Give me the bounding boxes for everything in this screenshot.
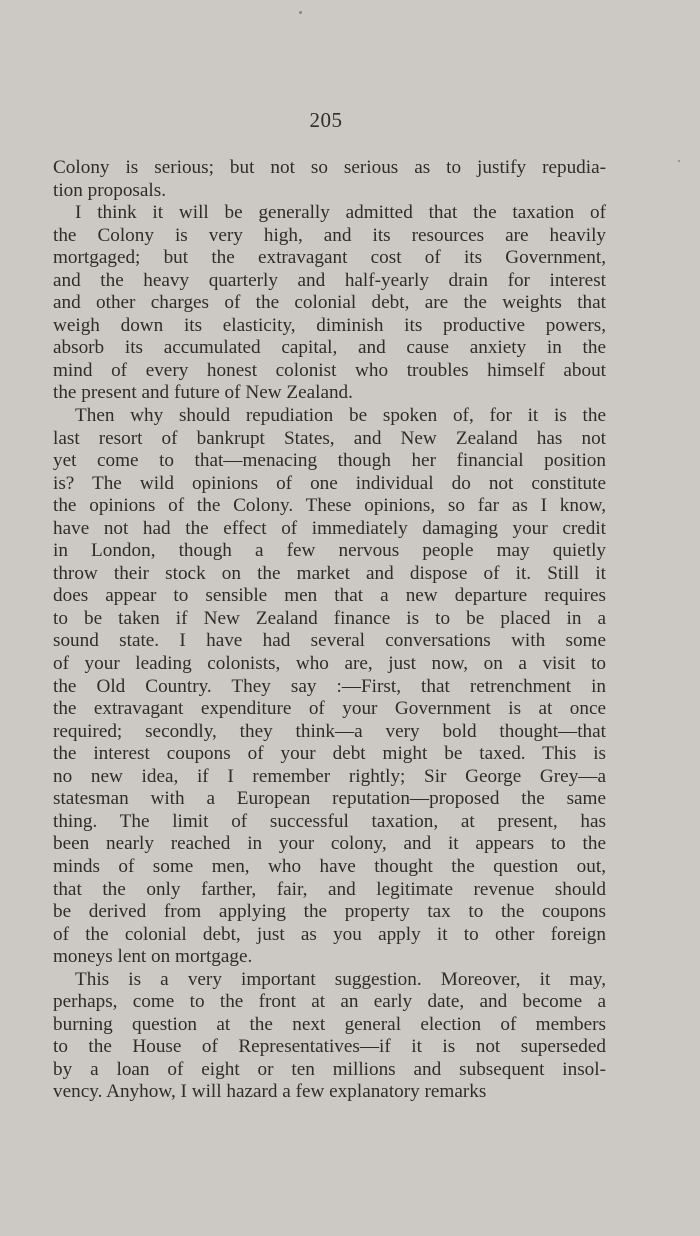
text-line: absorb its accumulated capital, and cause anxiety in the [53,337,606,359]
text-line: tion proposals. [53,179,166,201]
text-line: of the colonial debt, just as you apply it to other foreign [53,923,606,945]
text-line: been nearly reached in your colony, and it appears to the [53,833,606,855]
text-line: Then why should repudiation be spoken of, for it is the [75,405,606,427]
text-line: is? The wild opinions of one individual do not constitute [53,472,606,494]
text-line: the Old Country. They say :—First, that retrenchment in [53,675,606,697]
text-line: have not had the effect of immediately damaging your credit [53,517,606,539]
text-line: the extravagant expenditure of your Government is at once [53,698,606,720]
text-line: minds of some men, who have thought the question out, [53,855,606,877]
text-line: that the only farther, fair, and legitimate revenue should [53,878,606,900]
text-line: the opinions of the Colony. These opinions, so far as I know, [53,495,606,517]
text-line: required; secondly, they think—a very bold thought—that [53,720,606,742]
page-number: 205 [309,108,343,132]
text-line: Colony is serious; but not so serious as to justify repudia- [53,157,606,178]
text-line: by a loan of eight or ten millions and subsequent insol- [53,1058,606,1080]
text-line: to the House of Representatives—if it is not superseded [53,1036,606,1058]
text-line: moneys lent on mortgage. [53,946,253,968]
text-line: in London, though a few nervous people may quietly [53,540,606,562]
text-line: sound state. I have had several conversations with some [53,630,606,652]
body-text [53,157,606,1104]
text-line: thing. The limit of successful taxation, at present, has [53,810,606,832]
text-line: mind of every honest colonist who troubles himself about [53,359,606,381]
text-line: perhaps, come to the front at an early date, and become a [53,991,606,1013]
text-line: mortgaged; but the extravagant cost of its Government, [53,247,606,269]
text-line: the Colony is very high, and its resources are heavily [53,224,606,246]
text-line: no new idea, if I remember rightly; Sir George Grey—a [53,765,606,787]
paper-speck [299,11,302,14]
text-line: last resort of bankrupt States, and New Zealand has not [53,427,606,449]
text-line: burning question at the next general election of members [53,1013,606,1035]
text-line: does appear to sensible men that a new departure requires [53,585,606,607]
text-line: the interest coupons of your debt might be taxed. This is [53,743,606,765]
text-line: I think it will be generally admitted that the taxation of [75,202,606,224]
text-line: statesman with a European reputation—proposed the same [53,788,606,810]
text-line: vency. Anyhow, I will hazard a few explanatory remarks [53,1081,487,1103]
text-line: of your leading colonists, who are, just now, on a visit to [53,653,606,675]
paper-speck [678,160,680,162]
text-line: to be taken if New Zealand finance is to be placed in a [53,607,606,629]
text-line: and the heavy quarterly and half-yearly drain for interest [53,269,606,291]
text-line: be derived from applying the property tax to the coupons [53,901,606,923]
text-line: weigh down its elasticity, diminish its productive powers, [53,314,606,336]
text-line: yet come to that—menacing though her financial position [53,450,606,472]
text-line: This is a very important suggestion. Moreover, it may, [75,968,606,990]
text-line: the present and future of New Zealand. [53,382,353,404]
text-line: and other charges of the colonial debt, are the weights that [53,292,606,314]
text-line: throw their stock on the market and dispose of it. Still it [53,562,606,584]
